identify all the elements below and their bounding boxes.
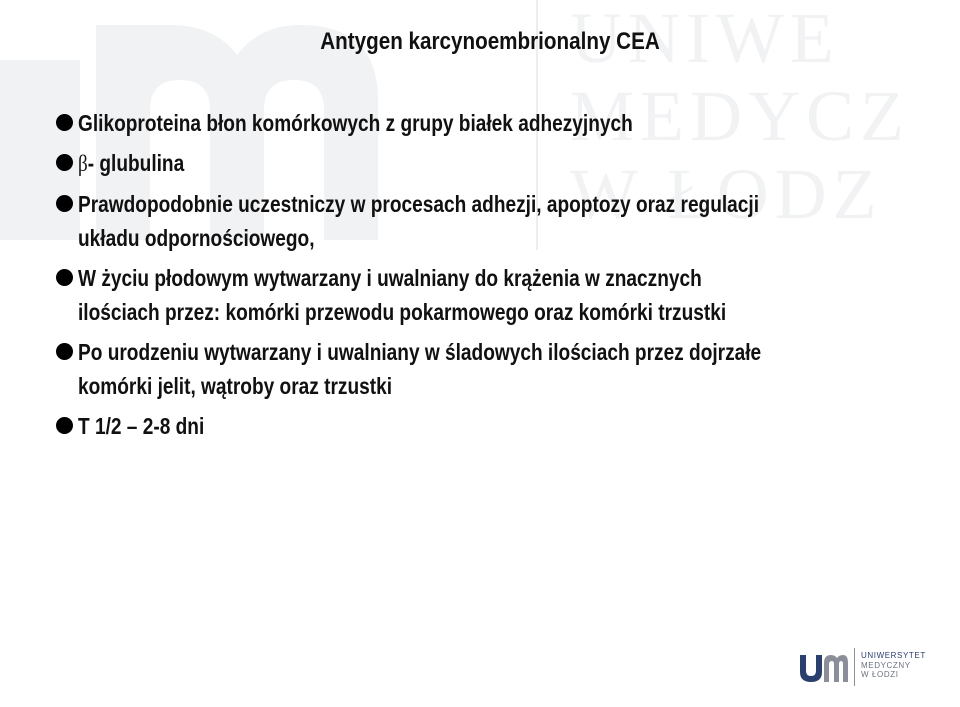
logo-line-2: MEDYCZNY xyxy=(861,660,911,670)
bullet-item xyxy=(54,187,960,255)
beta-symbol: β xyxy=(78,151,88,176)
bullet-text-rest: - glubulina xyxy=(87,150,185,176)
bullet-text: Po urodzeniu wytwarzany i uwalniany w śladowych ilościach przez dojrzałe komórki jelit, wątroby oraz trzustki xyxy=(78,339,762,399)
logo-line-3: W ŁODZI xyxy=(861,670,899,679)
bullet-item xyxy=(54,106,960,140)
bullet-dot-icon xyxy=(56,195,73,212)
um-logo-icon xyxy=(798,651,848,683)
bullet-text: Glikoproteina błon komórkowych z grupy białek adhezyjnych xyxy=(78,110,633,136)
bullet-item xyxy=(54,261,960,329)
logo-divider xyxy=(854,648,855,686)
watermark-line-3: W ŁODZ xyxy=(570,154,883,234)
watermark-line-1: UNIWE xyxy=(570,0,840,78)
logo-text xyxy=(861,651,926,680)
bullet-dot-icon xyxy=(56,154,73,171)
bullet-dot-icon xyxy=(56,417,73,434)
bullet-dot-icon xyxy=(56,114,73,131)
bullet-item xyxy=(54,335,960,403)
bullet-text xyxy=(78,146,916,181)
slide-title: Antygen karcynoembrionalny CEA xyxy=(320,28,660,55)
bullet-dot-icon xyxy=(56,343,73,360)
logo-line-1: UNIWERSYTET xyxy=(861,651,926,660)
bullet-item xyxy=(54,146,960,181)
bullet-dot-icon xyxy=(56,269,73,286)
bullet-list xyxy=(54,106,960,449)
watermark-line-2: MEDYCZ xyxy=(570,76,910,156)
bullet-text: T 1/2 – 2-8 dni xyxy=(78,413,205,439)
university-logo xyxy=(798,645,938,689)
bullet-item xyxy=(54,409,960,443)
bullet-text: Prawdopodobnie uczestniczy w procesach adhezji, apoptozy oraz regulacji układu odpornościowego, xyxy=(78,191,760,251)
bullet-text: W życiu płodowym wytwarzany i uwalniany do krążenia w znacznych ilościach przez: komórki przewodu pokarmowego oraz komórki trzustki xyxy=(78,265,727,325)
